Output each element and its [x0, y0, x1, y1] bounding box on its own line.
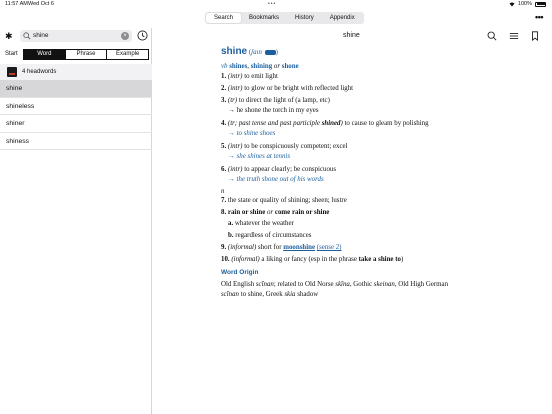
- status-date: Wed Oct 6: [28, 1, 54, 7]
- more-options-icon[interactable]: •••: [535, 12, 543, 22]
- search-mode-selector: [23, 49, 149, 60]
- bookmark-icon[interactable]: [530, 31, 540, 41]
- sense-2: 2. (intr) to glow or be bright with reflected light: [221, 85, 354, 92]
- wifi-icon: [509, 2, 515, 7]
- sense-7: 7. the state or quality of shining; sheen; lustre: [221, 197, 347, 204]
- sense-5: 5. (intr) to be conspicuously competent; excel: [221, 143, 348, 150]
- pronunciation: (ʃaın ): [248, 49, 278, 56]
- verb-forms: vb shines, shining or shone: [221, 63, 299, 70]
- entry-top-title: shine: [343, 32, 360, 39]
- sense-6: 6. (intr) to appear clearly; be conspicuous: [221, 166, 337, 173]
- multitask-dots-icon[interactable]: •••: [268, 1, 277, 7]
- sense-4: 4. (tr; past tense and past participle shined) to cause to gleam by polishing: [221, 120, 429, 127]
- example-3: → he shone the torch in my eyes: [228, 107, 319, 114]
- clear-icon[interactable]: ×: [121, 32, 129, 40]
- moonshine-link[interactable]: moonshine: [283, 244, 316, 251]
- entry-headline: [221, 46, 278, 57]
- sense-ref-link[interactable]: (sense 2): [316, 244, 342, 251]
- status-time: 11:57 AM: [5, 1, 28, 7]
- entry-headword: shine: [221, 46, 248, 57]
- tab-search[interactable]: Search: [206, 13, 241, 23]
- status-right: [509, 1, 546, 7]
- start-label: Start: [5, 51, 18, 57]
- search-input[interactable]: [20, 30, 132, 42]
- history-clock-icon[interactable]: [137, 30, 148, 41]
- search-sidebar: [0, 28, 152, 414]
- battery-percent: 100%: [517, 1, 532, 7]
- search-icon[interactable]: [487, 31, 497, 41]
- tab-bookmarks[interactable]: Bookmarks: [249, 15, 280, 21]
- list-item[interactable]: shineless: [0, 98, 152, 116]
- sense-1: 1. (intr) to emit light: [221, 73, 278, 80]
- sense-10: 10. (informal) a liking or fancy (esp in the phrase take a shine to): [221, 256, 404, 263]
- mode-phrase[interactable]: Phrase: [66, 50, 108, 59]
- dictionary-book-icon: [7, 67, 17, 77]
- headword-count: 4 headwords: [22, 68, 57, 75]
- search-icon: [23, 32, 31, 40]
- pos-noun: n: [221, 188, 225, 195]
- sense-9: 9. (informal) short for moonshine (sense 2): [221, 244, 342, 251]
- battery-icon: [535, 2, 546, 7]
- settings-star-icon[interactable]: ✱: [5, 31, 13, 41]
- list-item[interactable]: shiness: [0, 133, 152, 151]
- search-value: shine: [33, 31, 49, 39]
- menu-list-icon[interactable]: [509, 31, 519, 41]
- word-origin-line-1: Old English scīnan; related to Old Norse skīna, Gothic skeinan, Old High German: [221, 281, 449, 288]
- sense-8: 8. rain or shine or come rain or shine: [221, 209, 330, 216]
- list-item[interactable]: shine: [0, 80, 152, 98]
- list-item[interactable]: shiner: [0, 115, 152, 133]
- headword-list: [0, 80, 152, 150]
- main-tabs: [205, 12, 364, 24]
- tab-appendix[interactable]: Appendix: [329, 15, 355, 21]
- word-origin-line-2: scīnan to shine, Greek skia shadow: [221, 291, 319, 298]
- sense-8a: a. whatever the weather: [228, 220, 294, 227]
- example-4: → to shine shoes: [228, 130, 276, 137]
- mode-word[interactable]: Word: [24, 50, 66, 59]
- speaker-icon[interactable]: [265, 50, 276, 56]
- status-bar: [0, 0, 552, 9]
- sense-8b: b. regardless of circumstances: [228, 232, 312, 239]
- example-5: → she shines at tennis: [228, 153, 291, 160]
- sense-3: 3. (tr) to direct the light of (a lamp, etc): [221, 97, 330, 104]
- word-origin-heading: Word Origin: [221, 269, 259, 276]
- mode-example[interactable]: Example: [116, 51, 140, 57]
- tab-history[interactable]: History: [295, 15, 314, 21]
- dictionary-header[interactable]: [0, 64, 152, 80]
- example-6: → the truth shone out of his words: [228, 176, 324, 183]
